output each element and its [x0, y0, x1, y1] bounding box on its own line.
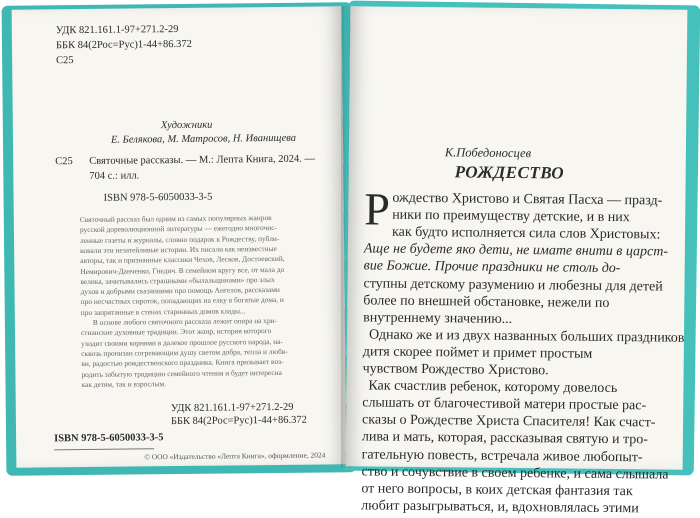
story-line: чувством Рождество Христово. — [362, 361, 549, 379]
code-top: С25 — [56, 55, 74, 67]
story-line: любит разыгрываться, и, вдохновлялась этими — [361, 498, 639, 517]
annotation-line: как детям, так и взрослым. — [81, 378, 167, 389]
story-line: ступны детскому разумению и любезны для детей — [363, 275, 663, 295]
annotation-line: велика, зачитывались страшными «былальщинами» про злых — [80, 274, 275, 286]
catalog-line-2: 704 с.: илл. — [89, 170, 140, 182]
story-line: Аще не будете яко дети, не имате внити в царст- — [363, 241, 669, 260]
story-line: как будто исполняется сила слов Христовых: — [391, 224, 661, 243]
annotation-line: ковали эти незатейливые истории. Их писали как неизвестные — [80, 243, 277, 255]
udk-top: УДК 821.161.1-97+271.2-29 — [55, 23, 179, 37]
divider-line — [54, 448, 154, 450]
annotation-line: Немирович-Данченко, Гнедич. В семейном кругу все, от мала до — [80, 264, 285, 276]
bbk-bottom: ББК 84(2Рос=Рус)1-44+86.372 — [170, 414, 307, 428]
annotation-line: русской дореволюционной литературы — ежегодно многочис- — [79, 223, 277, 235]
story-line: вие Божие. Прочие праздники не столь до- — [363, 258, 621, 277]
copyright: © ООО «Издательство «Лепта Книга», оформление, 2024 — [144, 450, 326, 462]
annotation-line: сквозь пронизан согревающим душу светом добра, тепла и любв- — [81, 346, 288, 358]
story-line: ождество Христово и Святая Пасха — празд- — [392, 190, 663, 209]
isbn-mid: ISBN 978-5-6050033-3-5 — [103, 191, 213, 204]
story-author: К.Победоносцев — [444, 145, 532, 161]
annotation-line: родить забытую традицию семейного чтения и будет интересна — [81, 367, 282, 379]
story-line: слышать от благочестивой матери простые рас- — [362, 395, 647, 414]
bbk-top: ББК 84(2Рос=Рус)1-44+86.372 — [55, 38, 192, 52]
story-line: ники по преимуществу детские, и в них — [392, 207, 630, 226]
story-line: гательную повесть, встречала живое любопыт- — [361, 446, 643, 465]
story-line: Однако же и из двух названных больших праздников — [368, 327, 685, 346]
story-line: дитя скорее поймет и примет простым — [362, 344, 593, 362]
artists-heading: Художники — [160, 119, 213, 132]
catalog-code: С25 — [55, 156, 73, 168]
story-line: сказы о Рождестве Христа Спасителя! Как счаст- — [362, 412, 656, 431]
annotation-line: авторы, так и признанные классики Чехов, Лесков, Достоевский, — [80, 254, 285, 266]
story-line: внутреннему значению... — [363, 310, 513, 327]
catalog-line-1: Святочные рассказы. — М.: Лепта Книга, 2024. — — [89, 153, 316, 167]
drop-cap: Р — [364, 183, 391, 235]
annotation-line: ви, радостью рождественского праздника. Книга призывает воз- — [81, 357, 284, 369]
story-line: более по внешней обстановке, нежели по — [363, 292, 610, 311]
annotation-line: Святочный рассказ был одним из самых популярных жанров — [79, 213, 272, 225]
left-page — [12, 6, 347, 467]
right-page — [346, 6, 688, 517]
udk-bottom: УДК 821.161.1-97+271.2-29 — [170, 401, 294, 415]
story-line: лива и мать, которая, рассказывая святую и тро- — [361, 429, 649, 448]
annotation-line: В основе любого святочного рассказа лежит опора на хри- — [92, 315, 278, 327]
story-line: от него вопросы, в коих детская фантазия так — [361, 481, 633, 499]
isbn-bottom: ISBN 978-5-6050033-3-5 — [54, 432, 164, 445]
annotation-line: уходит своими корнями в далекое прошлое русского народа, на- — [81, 336, 284, 348]
story-line: Как счастлив ребенок, которому довелось — [368, 378, 618, 397]
annotation-line: ленные газеты и журналы, словно подарок к Рождеству, публи- — [79, 233, 280, 245]
artists-names: Е. Белякова, М. Матросов, Н. Иванищева — [110, 132, 297, 146]
annotation-line: стианские духовные традиции. Этот жанр, история которого — [80, 326, 272, 338]
annotation-line: про несчастных сироток, попадающих на елку в богатые дома, и — [80, 295, 284, 307]
story-line: ство и сочувствие в своем ребенке, и сама слышала — [361, 463, 669, 483]
story-title: РОЖДЕСТВО — [454, 162, 565, 183]
annotation-line: про запрятанные в стенах старинных домов клады... — [80, 305, 246, 317]
annotation-line: духов и добрыми сказаниями про помощь Ангелов, рассказами — [80, 285, 280, 297]
